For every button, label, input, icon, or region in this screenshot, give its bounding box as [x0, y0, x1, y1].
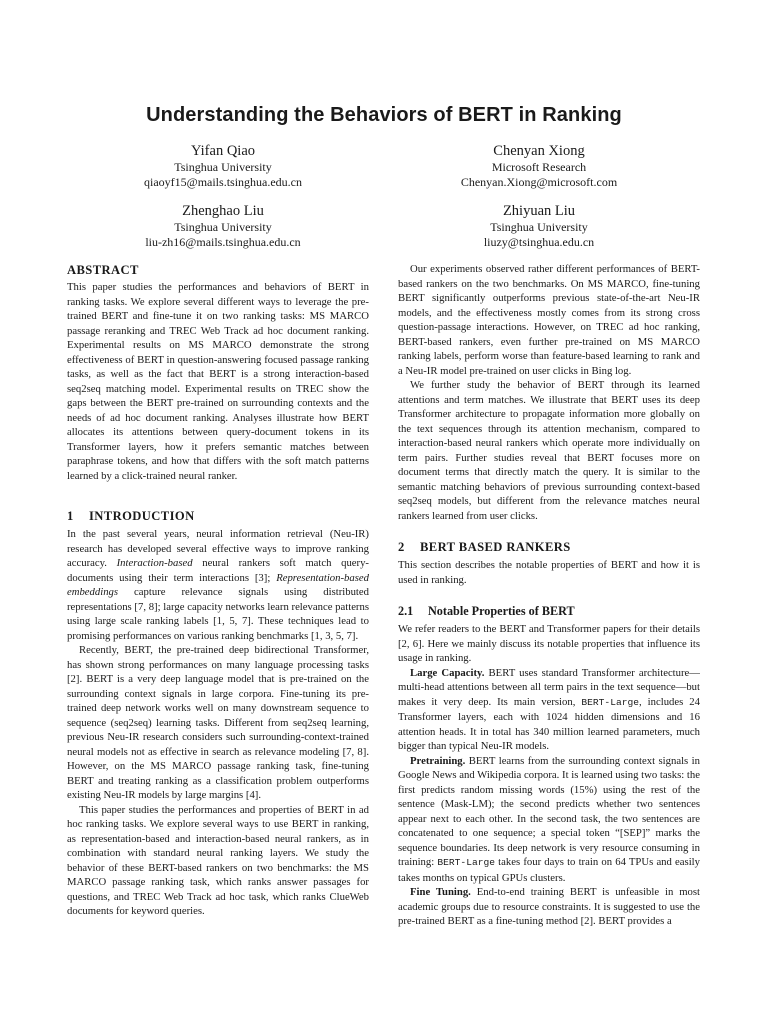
author-name: Yifan Qiao — [190, 143, 256, 159]
intro-paragraph: We further study the behavior of BERT through its learned attentions and term matches. We illustrate that BERT uses its deep Transformer architecture to propagate information more globally on the text sequences through its attention mechanism, compared to interaction-based neural rankers which operate more individually on term pairs. Further studies reveal that BERT focuses more on document terms that directly match the query. It is similar to the semantic matching behaviors of previous surrounding context-based seq2seq models, but different from the relevance matches neural rankers learned from user clicks. — [398, 379, 700, 522]
intro-paragraph: Recently, BERT, the pre-trained deep bidirectional Transformer, has shown strong performances on many language processing tasks [2]. BERT is a very deep language model that is pre-trained on the surrounding context signals in large corpora. Fine-tuning its pre-trained deep network works well on many downstream sequence to sequence (seq2seq) learning tasks. Different from seq2seq learning, previous Neu-IR research considers such surrounding-context-trained neural models not as effective in search as relevance modeling [7, 8]. However, on the MS MARCO passage ranking task, fine-tuning BERT and treating ranking as a classification problem outperforms existing Neu-IR models by large margins [4]. — [67, 644, 369, 801]
right-column — [398, 262, 700, 929]
paper-title: Understanding the Behaviors of BERT in Ranking — [146, 104, 622, 126]
subsection-intro-paragraph: We refer readers to the BERT and Transformer papers for their details [2, 6]. Here we mainly discuss its notable properties that influence its usage in ranking. — [398, 623, 700, 664]
section-intro-paragraph: This section describes the notable properties of BERT and how it is used in ranking. — [398, 559, 700, 586]
intro-paragraph: This paper studies the performances and properties of BERT in ad hoc ranking tasks. We explore several ways to use BERT in ranking, as representation-based and interaction-based neural rankers, as in combination with standard neural ranking layers. We study the behavior of these BERT-based rankers on two benchmarks: the MS MARCO passage ranking task, which ranks answer passages for questions, and TREC Web Track ad hoc task, which ranks ClueWeb documents for keyword queries. — [67, 803, 369, 917]
author-name: Zhiyuan Liu — [502, 203, 576, 219]
intro-paragraph: Our experiments observed rather different performances of BERT-based rankers on the two benchmarks. On MS MARCO, fine-tuning BERT significantly outperforms previous state-of-the-art Neu-IR models, and the effectiveness mostly comes from its strong cross question-passage interactions. However, on TREC ad hoc ranking, BERT-based rankers, even further pre-trained on MS MARCO ranking labels, perform worse than feature-based learning to rank and a Neu-IR model pre-trained on user clicks in Bing log. — [398, 263, 700, 377]
pretraining-paragraph: Pretraining. BERT learns from the surrounding context signals in Google News and Wikipedia corpora. It is learned using two tasks: the first predicts random missing words (15%) using the rest of the sentence (Mask-LM); the second predicts whether two sentences appear next to each other. In the second task, the two sentences are concatenated to one sequence; a special token “[SEP]” marks the sequence boundaries. Its deep network is very resource consuming in training: BERT-Large takes four days to train on 64 TPUs and easily takes months on typical GPUs clusters. — [398, 754, 700, 884]
author-block — [389, 144, 689, 191]
author-name: Zhenghao Liu — [182, 203, 264, 219]
section-number: 1 — [67, 509, 74, 523]
intro-paragraph: In the past several years, neural information retrieval (Neu-IR) research has developed several effective ways to improve ranking accuracy. Interaction-based neural rankers soft match query-documents using their term interactions [3]; Representation-based embeddings capture relevance signals using distributed representations [7, 8]; large capacity networks learn relevance patterns using large scale ranking labels [1, 5, 7]. These techniques lead to promising performances on various ranking benchmarks [1, 3, 5, 7]. — [67, 528, 369, 642]
section-heading-introduction — [67, 508, 369, 524]
author-block — [73, 204, 373, 251]
abstract-heading: ABSTRACT — [67, 263, 139, 277]
author-block — [389, 204, 689, 251]
section-title: BERT BASED RANKERS — [420, 540, 571, 554]
fine-tuning-paragraph: Fine Tuning. End-to-end training BERT is unfeasible in most academic groups due to resource constraints. It is suggested to use the pre-trained BERT as a fine-tuning method [2]. BERT provides a — [398, 886, 700, 927]
author-email[interactable]: Chenyan.Xiong@microsoft.com — [460, 175, 618, 189]
author-email[interactable]: liu-zh16@mails.tsinghua.edu.cn — [145, 235, 301, 249]
author-affiliation: Tsinghua University — [174, 159, 272, 174]
subsection-heading-notable-properties — [398, 603, 700, 619]
section-heading-bert-based-rankers — [398, 539, 700, 555]
subsection-number: 2.1 — [398, 604, 414, 618]
abstract-text: This paper studies the performances and behaviors of BERT in ranking tasks. We explore several different ways to leverage the pre-trained BERT and fine-tune it on two ranking tasks: MS MARCO passage reranking and TREC Web Track ad hoc document ranking. Experimental results on MS MARCO demonstrate the strong effectiveness of BERT in question-answering focused passage ranking tasks, as well as the fact that BERT is a strong interaction-based seq2seq matching model. Experimental results on TREC show the gaps between the BERT pre-trained on surrounding contexts and the needs of ad hoc document ranking. Analyses illustrate how BERT allocates its attentions between query-document tokens in its Transformer layers, how it prefers semantic matches between paraphrase tokens, and how that differs with the soft match patterns learned by a click-trained neural ranker. — [67, 281, 369, 482]
author-affiliation: Tsinghua University — [174, 219, 272, 234]
left-column — [67, 262, 369, 919]
author-email[interactable]: liuzy@tsinghua.edu.cn — [483, 235, 595, 249]
author-email[interactable]: qiaoyf15@mails.tsinghua.edu.cn — [143, 175, 303, 189]
author-name: Chenyan Xiong — [493, 143, 585, 159]
section-title: INTRODUCTION — [89, 509, 195, 523]
subsection-title: Notable Properties of BERT — [428, 604, 575, 618]
author-block — [73, 144, 373, 191]
author-affiliation: Microsoft Research — [491, 159, 587, 174]
large-capacity-paragraph: Large Capacity. BERT uses standard Transformer architecture—multi-head attentions between all term pairs in the text sequence—but makes it very deep. Its main version, BERT-Large, includes 24 Transformer layers, each with 1024 hidden dimensions and 16 attention heads. It in total has 340 million learned parameters, much bigger than typical Neu-IR models. — [398, 666, 700, 752]
section-number: 2 — [398, 540, 405, 554]
author-affiliation: Tsinghua University — [490, 219, 588, 234]
